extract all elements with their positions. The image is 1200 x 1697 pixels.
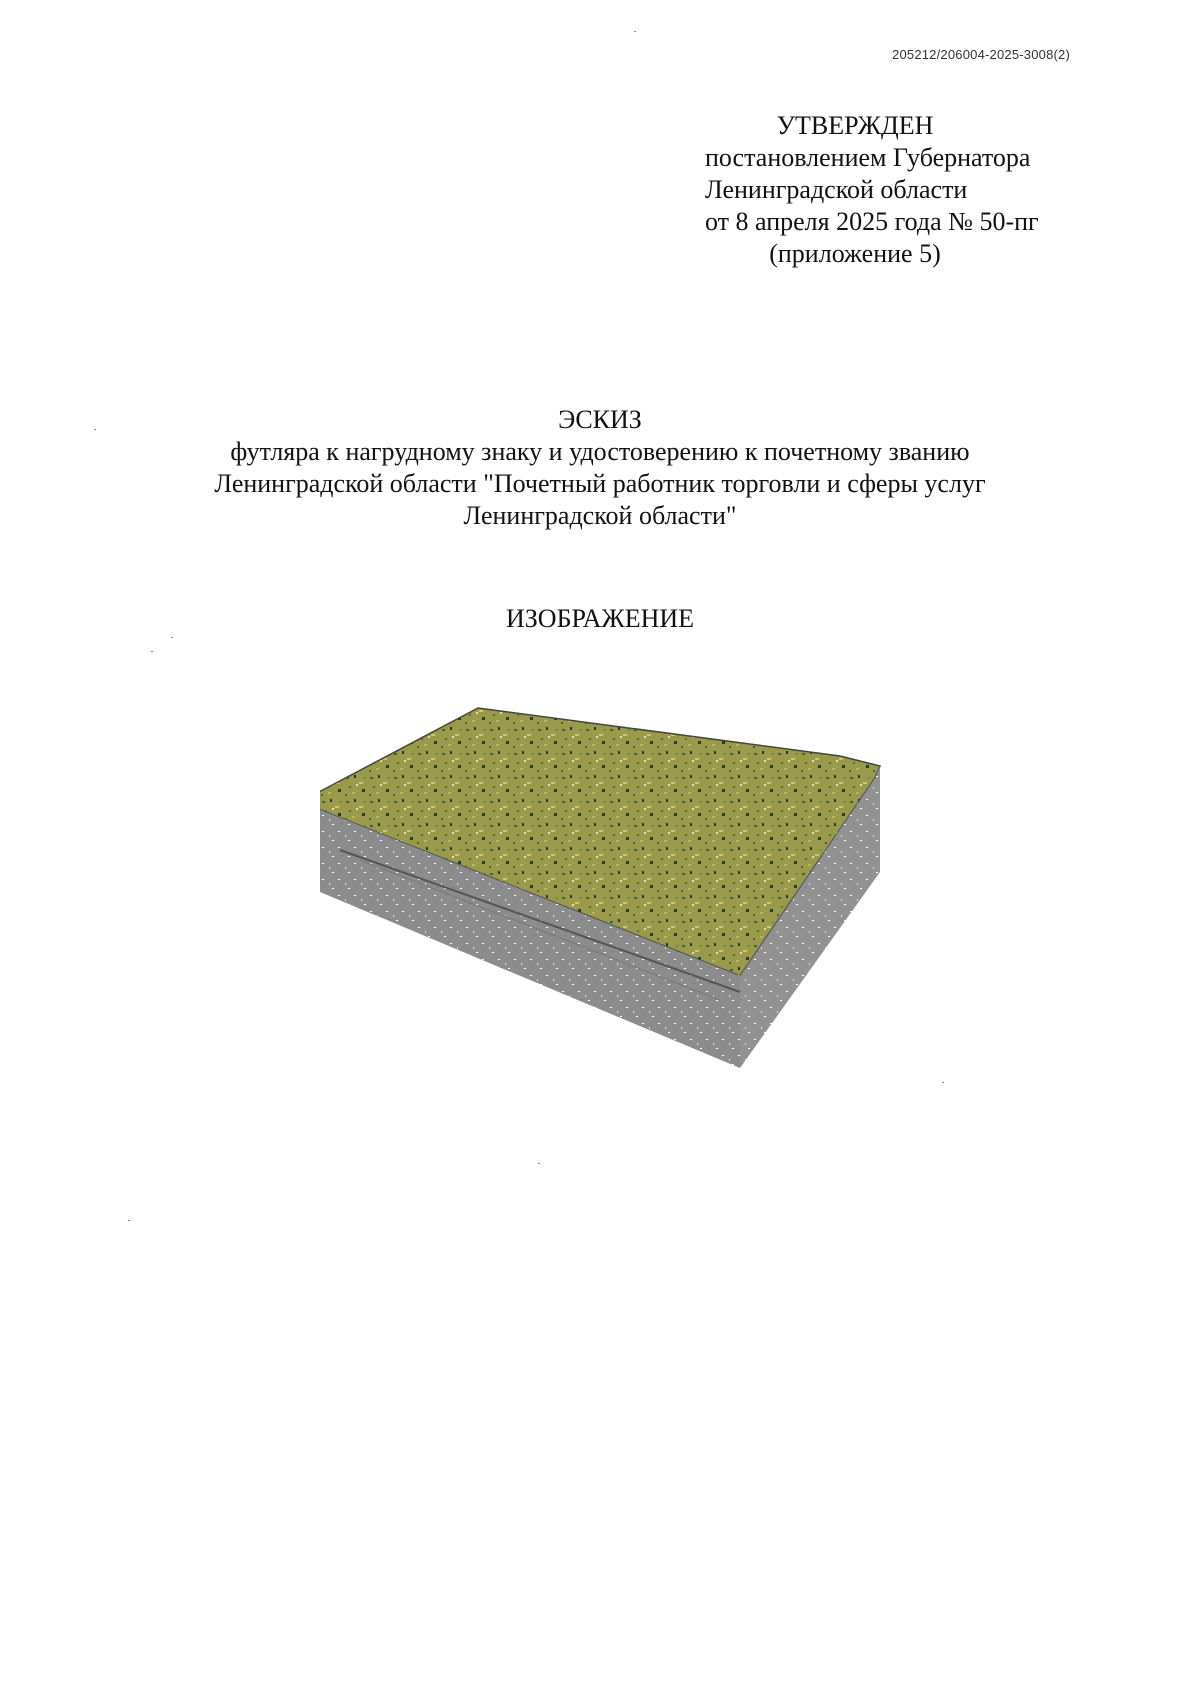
approval-line-region: Ленинградской области — [705, 175, 968, 204]
sketch-description-line-1: футляра к нагрудному знаку и удостоверению к почетному званию — [230, 437, 970, 466]
approval-title: УТВЕРЖДЕН — [776, 111, 934, 140]
document-registration-number: 205212/206004-2025-3008(2) — [892, 47, 1070, 62]
sketch-heading — [130, 404, 1070, 532]
image-heading: ИЗОБРАЖЕНИЕ — [505, 604, 695, 633]
approval-line-decree: постановлением Губернатора — [705, 143, 1031, 172]
approval-line-date: от 8 апреля 2025 года № 50-пг — [705, 207, 1039, 236]
sketch-title: ЭСКИЗ — [558, 405, 642, 434]
case-drawing — [320, 700, 960, 1110]
sketch-description-line-3: Ленинградской области" — [463, 501, 737, 530]
sketch-description-line-2: Ленинградской области "Почетный работник торговли и сферы услуг — [214, 469, 986, 498]
approval-appendix: (приложение 5) — [769, 239, 941, 268]
approval-stamp — [705, 110, 1085, 270]
case-image — [320, 700, 960, 1110]
